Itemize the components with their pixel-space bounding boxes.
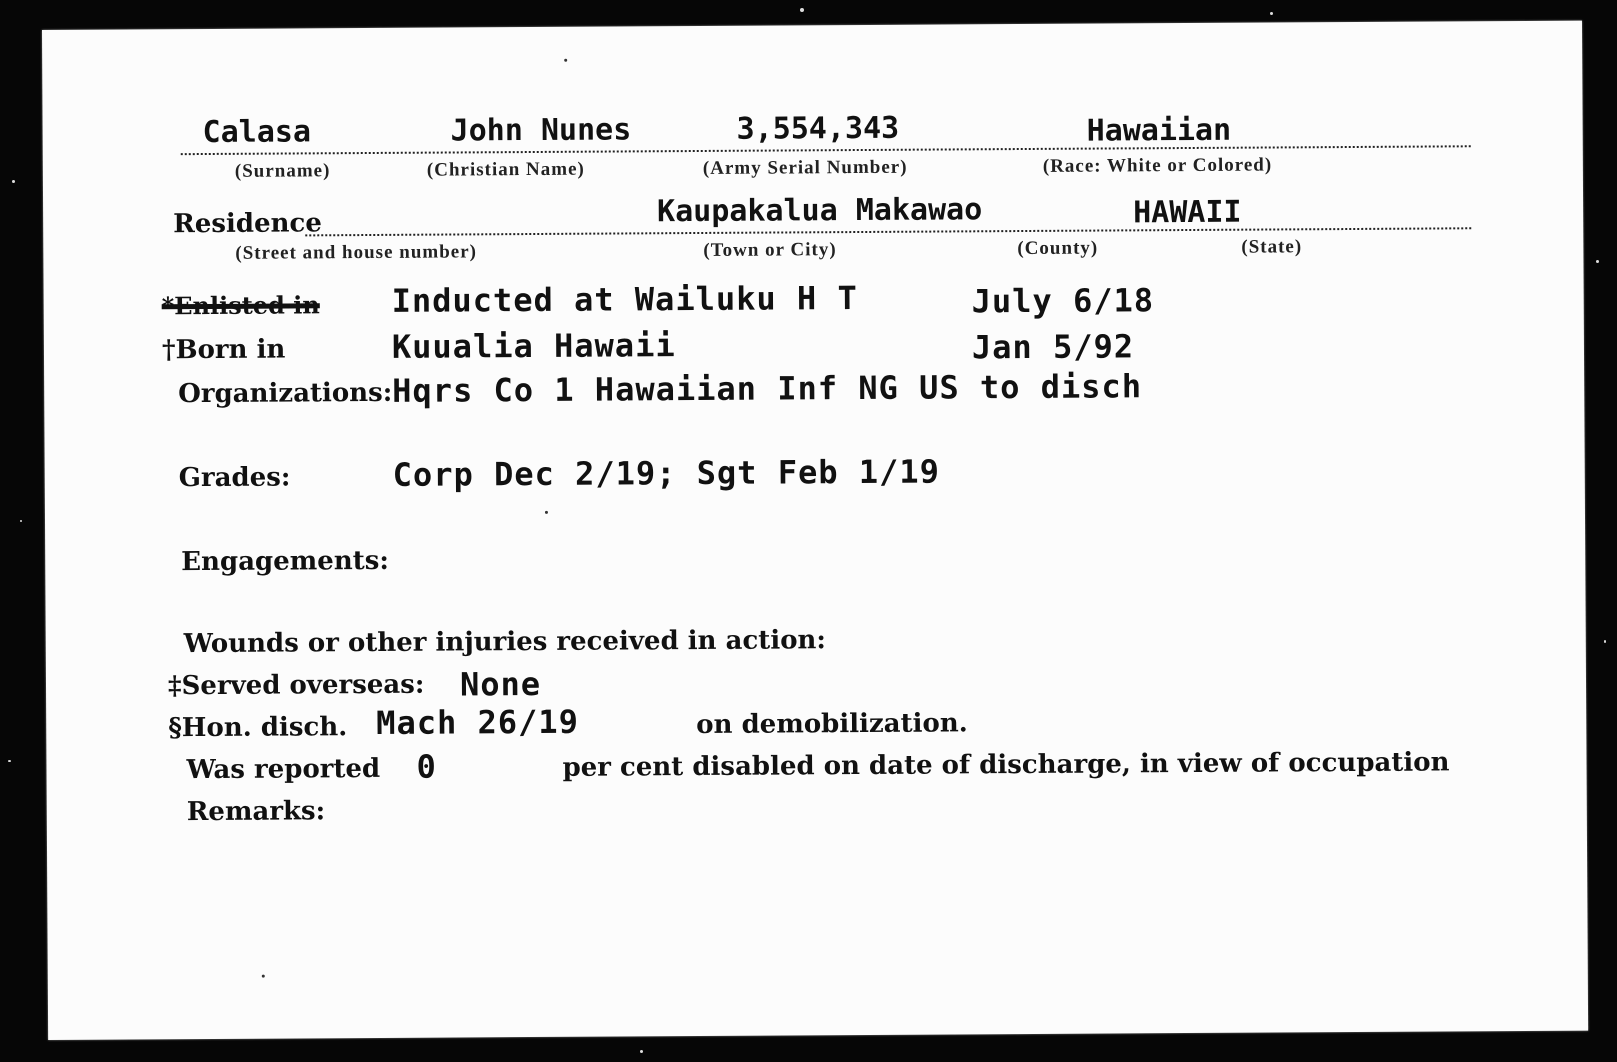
disabled-suffix: per cent disabled on date of discharge, in view of occupation — [562, 747, 1450, 783]
scan-speck — [1604, 640, 1606, 643]
hon-disch-date: Mach 26/19 — [376, 702, 580, 742]
residence-label: Residence — [173, 208, 322, 240]
remarks-label: Remarks: — [186, 796, 326, 828]
ink-speck — [545, 511, 548, 514]
header-dotted-line — [181, 145, 1471, 155]
engagements-label: Engagements: — [181, 545, 390, 578]
scan-speck — [1270, 12, 1273, 15]
race-value: Hawaiian — [1086, 112, 1232, 149]
organizations-label: Organizations: — [178, 377, 393, 410]
county-caption: (County) — [1017, 237, 1099, 260]
born-date: Jan 5/92 — [971, 327, 1135, 367]
scan-speck — [20, 520, 22, 522]
organizations-value: Hqrs Co 1 Hawaiian Inf NG US to disch — [392, 367, 1143, 410]
enlisted-date: July 6/18 — [971, 281, 1155, 321]
grades-value: Corp Dec 2/19; Sgt Feb 1/19 — [392, 452, 941, 494]
scan-speck — [640, 1050, 643, 1053]
state-caption: (State) — [1241, 236, 1303, 258]
christian-name-caption: (Christian Name) — [426, 158, 585, 181]
hon-disch-label: §Hon. disch. — [168, 712, 348, 744]
service-record-card — [42, 21, 1588, 1040]
ink-speck — [262, 975, 265, 978]
surname-caption: (Surname) — [234, 160, 331, 182]
residence-dotted-line — [305, 227, 1471, 236]
town-value: Kaupakalua Makawao — [657, 192, 983, 230]
disabled-label: Was reported — [186, 753, 381, 786]
ink-speck — [564, 59, 567, 62]
enlisted-label: *Enlisted in — [161, 290, 320, 321]
enlisted-value: Inducted at Wailuku H T — [391, 279, 858, 320]
born-value: Kuualia Hawaii — [391, 326, 676, 366]
surname-value: Calasa — [202, 114, 312, 151]
grades-label: Grades: — [178, 462, 291, 494]
hon-disch-suffix: on demobilization. — [696, 708, 968, 741]
army-serial-number-caption: (Army Serial Number) — [702, 156, 908, 179]
scan-speck — [12, 180, 15, 183]
served-overseas-value: None — [459, 664, 542, 704]
disabled-percent: 0 — [416, 747, 437, 786]
wounds-label: Wounds or other injuries received in action: — [183, 625, 827, 660]
race-caption: (Race: White or Colored) — [1042, 154, 1273, 177]
scan-speck — [1596, 260, 1599, 263]
street-caption: (Street and house number) — [235, 241, 478, 264]
christian-name-value: John Nunes — [450, 112, 632, 149]
served-overseas-label: ‡Served overseas: — [167, 669, 425, 702]
scan-speck — [800, 8, 804, 12]
army-serial-number-value: 3,554,343 — [736, 110, 900, 147]
scan-speck — [8, 760, 11, 762]
born-label: †Born in — [161, 334, 286, 366]
state-value: HAWAII — [1133, 194, 1242, 231]
town-caption: (Town or City) — [703, 239, 837, 261]
